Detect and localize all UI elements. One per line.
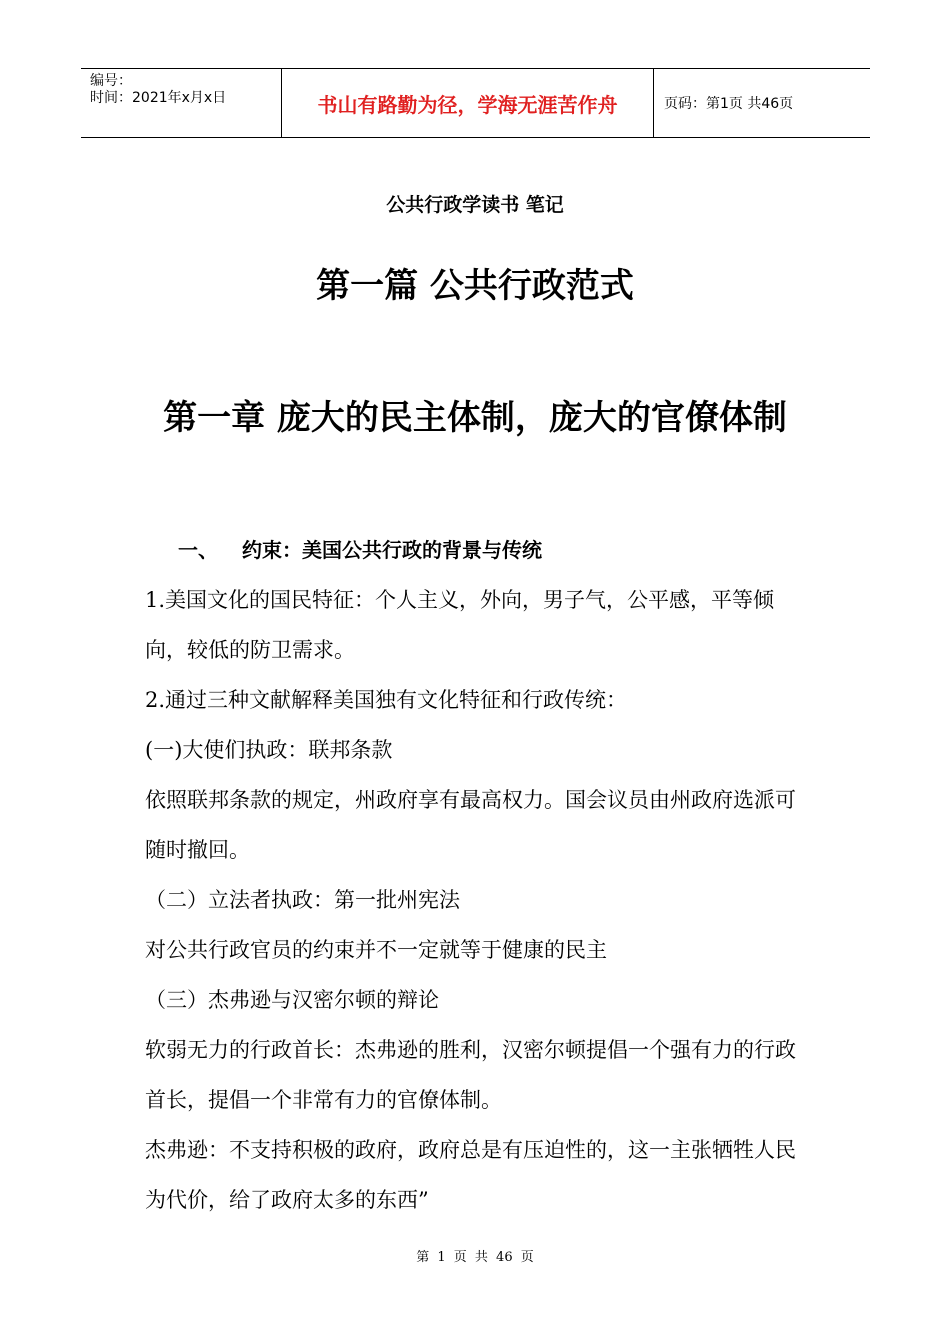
section-title: 约束：美国公共行政的背景与传统 [242, 538, 542, 562]
chapter-title: 第一章 庞大的民主体制，庞大的官僚体制 [163, 398, 787, 438]
paragraph: (一)大使们执政：联邦条款 [145, 738, 393, 762]
number-label: 编号： [90, 73, 132, 89]
paragraph: （二）立法者执政：第一批州宪法 [145, 888, 460, 912]
paragraph: 杰弗逊：不支持积极的政府，政府总是有压迫性的，这一主张牺牲人民为代价，给了政府太多的东西” [145, 1138, 796, 1212]
page-footer: 第 1 页 共 46 页 [416, 1250, 534, 1265]
paragraph: （三）杰弗逊与汉密尔顿的辩论 [145, 988, 439, 1012]
paragraph: 对公共行政官员的约束并不一定就等于健康的民主 [145, 938, 607, 962]
motto-text: 书山有路勤为径，学海无涯苦作舟 [317, 92, 618, 117]
body-text [145, 575, 815, 1225]
header-motto-cell [281, 69, 654, 137]
part-title: 第一篇 公共行政范式 [316, 266, 634, 306]
paragraph: 1.美国文化的国民特征：个人主义，外向，男子气，公平感，平等倾向，较低的防卫需求。 [145, 588, 775, 662]
paragraph: 2.通过三种文献解释美国独有文化特征和行政传统： [145, 688, 628, 712]
paragraph: 依照联邦条款的规定，州政府享有最高权力。国会议员由州政府选派可随时撤回。 [145, 788, 796, 862]
paragraph: 软弱无力的行政首长：杰弗逊的胜利，汉密尔顿提倡一个强有力的行政首长，提倡一个非常有力的官僚体制。 [145, 1038, 796, 1112]
section-heading [178, 534, 542, 563]
time-label: 时间：2021年x月x日 [90, 90, 227, 106]
header-page-cell [654, 69, 870, 137]
document-header [81, 68, 870, 138]
page-info: 页码：第1页 共46页 [664, 96, 794, 112]
document-label: 公共行政学读书 笔记 [386, 194, 564, 216]
section-number: 一、 [178, 538, 218, 562]
header-meta-cell [81, 69, 281, 137]
